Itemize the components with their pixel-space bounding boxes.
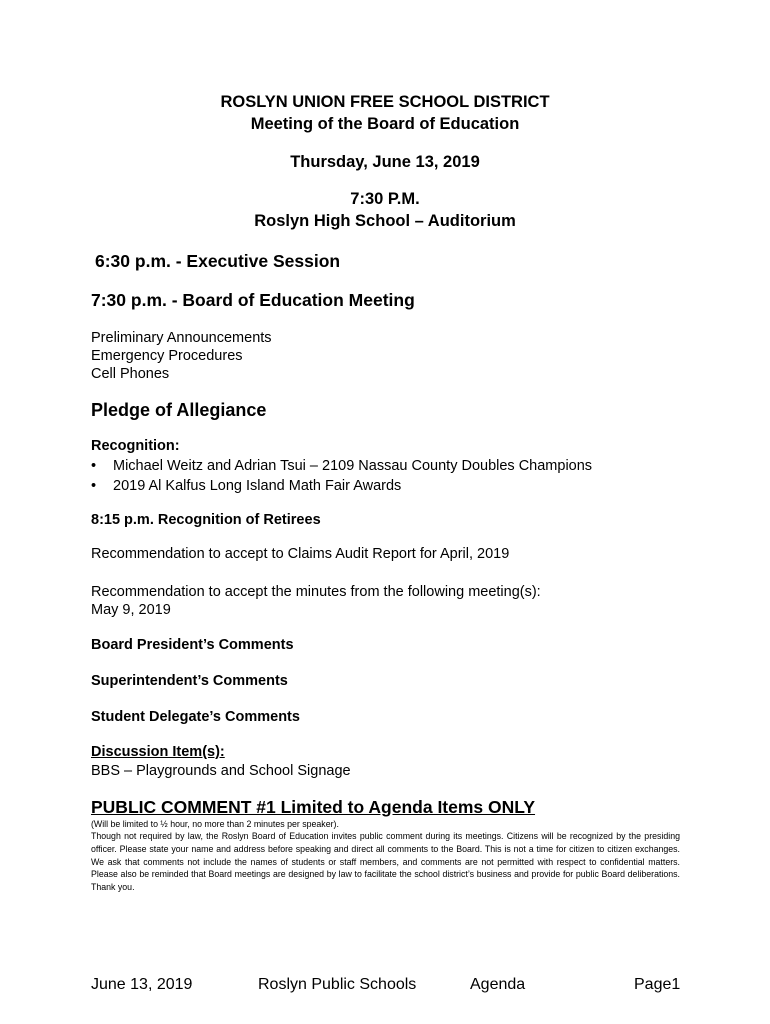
board-meeting-session: 7:30 p.m. - Board of Education Meeting xyxy=(91,290,415,310)
public-comment-heading: PUBLIC COMMENT #1 Limited to Agenda Items ONLY xyxy=(91,797,536,817)
district-name: ROSLYN UNION FREE SCHOOL DISTRICT xyxy=(220,93,550,111)
recognition-of-retirees: 8:15 p.m. Recognition of Retirees xyxy=(91,512,321,528)
preliminary-announcements: Preliminary Announcements xyxy=(91,330,272,346)
public-comment-body: Though not required by law, the Roslyn Board of Education invites public comment during its meetings. Citizens will be recognized by the presiding officer. Please state your name and address before speaking and direct all comments to the Board. This is not a time for citizen to citizen exchanges. We ask that comments not include the names of students or staff members, and comments are not permitted with respect to confidential matters. Please also be reminded that Board meetings are designed by law to facilitate the school district’s business and provide for public Board deliberations. Thank you. xyxy=(91,831,680,893)
footer-page-number: Page1 xyxy=(634,976,681,993)
list-item: • Michael Weitz and Adrian Tsui – 2109 Nassau County Doubles Champions xyxy=(91,457,592,477)
discussion-item: BBS – Playgrounds and School Signage xyxy=(91,763,351,779)
footer-document-type: Agenda xyxy=(470,976,526,993)
recognition-list xyxy=(91,457,592,496)
public-comment-limit: (Will be limited to ½ hour, no more than 2 minutes per speaker). xyxy=(91,819,339,829)
footer-date: June 13, 2019 xyxy=(91,976,193,993)
footer-organization: Roslyn Public Schools xyxy=(258,976,417,993)
minutes-recommendation: Recommendation to accept the minutes from the following meeting(s): xyxy=(91,584,541,600)
meeting-location: Roslyn High School – Auditorium xyxy=(254,212,516,230)
cell-phones: Cell Phones xyxy=(91,366,170,382)
discussion-heading: Discussion Item(s): xyxy=(91,744,225,760)
claims-audit-recommendation: Recommendation to accept to Claims Audit Report for April, 2019 xyxy=(91,546,510,562)
superintendent-comments: Superintendent’s Comments xyxy=(91,673,288,689)
meeting-title: Meeting of the Board of Education xyxy=(250,115,520,133)
list-item: • 2019 Al Kalfus Long Island Math Fair Awards xyxy=(91,477,592,497)
recognition-heading: Recognition: xyxy=(91,438,180,454)
emergency-procedures: Emergency Procedures xyxy=(91,348,243,364)
student-delegate-comments: Student Delegate’s Comments xyxy=(91,709,300,725)
executive-session: 6:30 p.m. - Executive Session xyxy=(95,251,341,271)
meeting-date: Thursday, June 13, 2019 xyxy=(290,153,480,171)
pledge-of-allegiance: Pledge of Allegiance xyxy=(91,400,267,420)
meeting-time: 7:30 P.M. xyxy=(350,190,420,208)
board-president-comments: Board President’s Comments xyxy=(91,637,294,653)
minutes-date: May 9, 2019 xyxy=(91,602,171,618)
